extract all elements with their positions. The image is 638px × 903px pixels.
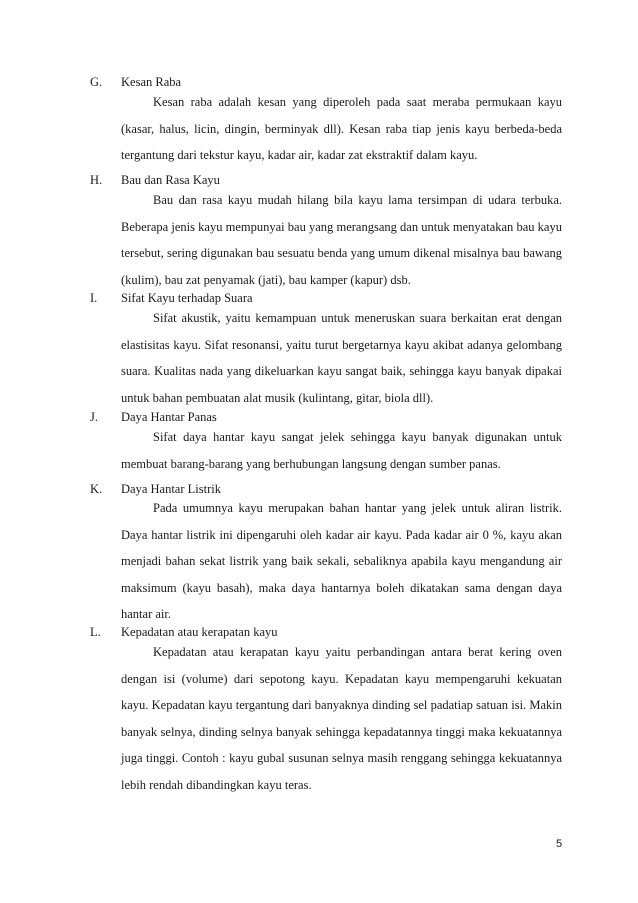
section-heading-i [90, 290, 253, 306]
section-title: Bau dan Rasa Kayu [121, 173, 220, 187]
section-body-j: Sifat daya hantar kayu sangat jelek sehingga kayu banyak digunakan untuk membuat barang-barang yang berhubungan langsung dengan sumber panas. [121, 430, 562, 471]
section-body-h: Bau dan rasa kayu mudah hilang bila kayu lama tersimpan di udara terbuka. Beberapa jenis kayu mempunyai bau yang merangsang dan untuk menyatakan bau kayu tersebut, sering digunakan bau sesuatu benda yang umum dikenal misalnya bau bawang (kulim), bau zat penyamak (jati), bau kamper (kapur) dsb. [121, 193, 562, 287]
section-heading-h [90, 172, 220, 188]
section-title: Sifat Kayu terhadap Suara [121, 291, 253, 305]
section-letter: G. [90, 75, 103, 89]
section-title: Daya Hantar Listrik [121, 482, 221, 496]
section-title: Daya Hantar Panas [121, 410, 217, 424]
section-body-l: Kepadatan atau kerapatan kayu yaitu perbandingan antara berat kering oven dengan isi (volume) dari sepotong kayu. Kepadatan kayu mempengaruhi kekuatan kayu. Kepadatan kayu tergantung dari banyaknya dinding sel padatiap satuan isi. Makin banyak selnya, dinding selnya banyak sehingga kepadatannya tinggi maka kekuatannya juga tinggi. Contoh : kayu gubal susunan selnya masih renggang sehingga kekuatannya lebih rendah dibandingkan kayu teras. [121, 645, 562, 792]
section-heading-l [90, 624, 278, 640]
section-letter: K. [90, 482, 103, 496]
section-body-g: Kesan raba adalah kesan yang diperoleh pada saat meraba permukaan kayu (kasar, halus, licin, dingin, berminyak dll). Kesan raba tiap jenis kayu berbeda-beda tergantung dari tekstur kayu, kadar air, kadar zat ekstraktif dalam kayu. [121, 95, 562, 162]
section-letter: L. [90, 625, 101, 639]
section-heading-g [90, 74, 181, 90]
section-title: Kesan Raba [121, 75, 182, 89]
section-letter: H. [90, 173, 103, 187]
section-body-k: Pada umumnya kayu merupakan bahan hantar yang jelek untuk aliran listrik. Daya hantar listrik ini dipengaruhi oleh kadar air kayu. Pada kadar air 0 %, kayu akan menjadi bahan sekat listrik yang baik sekali, sebaliknya apabila kayu mengandung air maksimum (kayu basah), maka daya hantarnya boleh dikatakan sama dengan daya hantar air. [121, 501, 562, 621]
section-letter: I. [90, 291, 98, 305]
section-heading-j [90, 409, 217, 425]
section-title: Kepadatan atau kerapatan kayu [121, 625, 278, 639]
page-number: 5 [556, 838, 563, 850]
section-body-i: Sifat akustik, yaitu kemampuan untuk meneruskan suara berkaitan erat dengan elastisitas kayu. Sifat resonansi, yaitu turut bergetarnya kayu akibat adanya gelombang suara. Kualitas nada yang dikeluarkan kayu sangat baik, sehingga kayu banyak dipakai untuk bahan pembuatan alat musik (kulintang, gitar, biola dll). [121, 311, 562, 405]
section-letter: J. [90, 410, 98, 424]
